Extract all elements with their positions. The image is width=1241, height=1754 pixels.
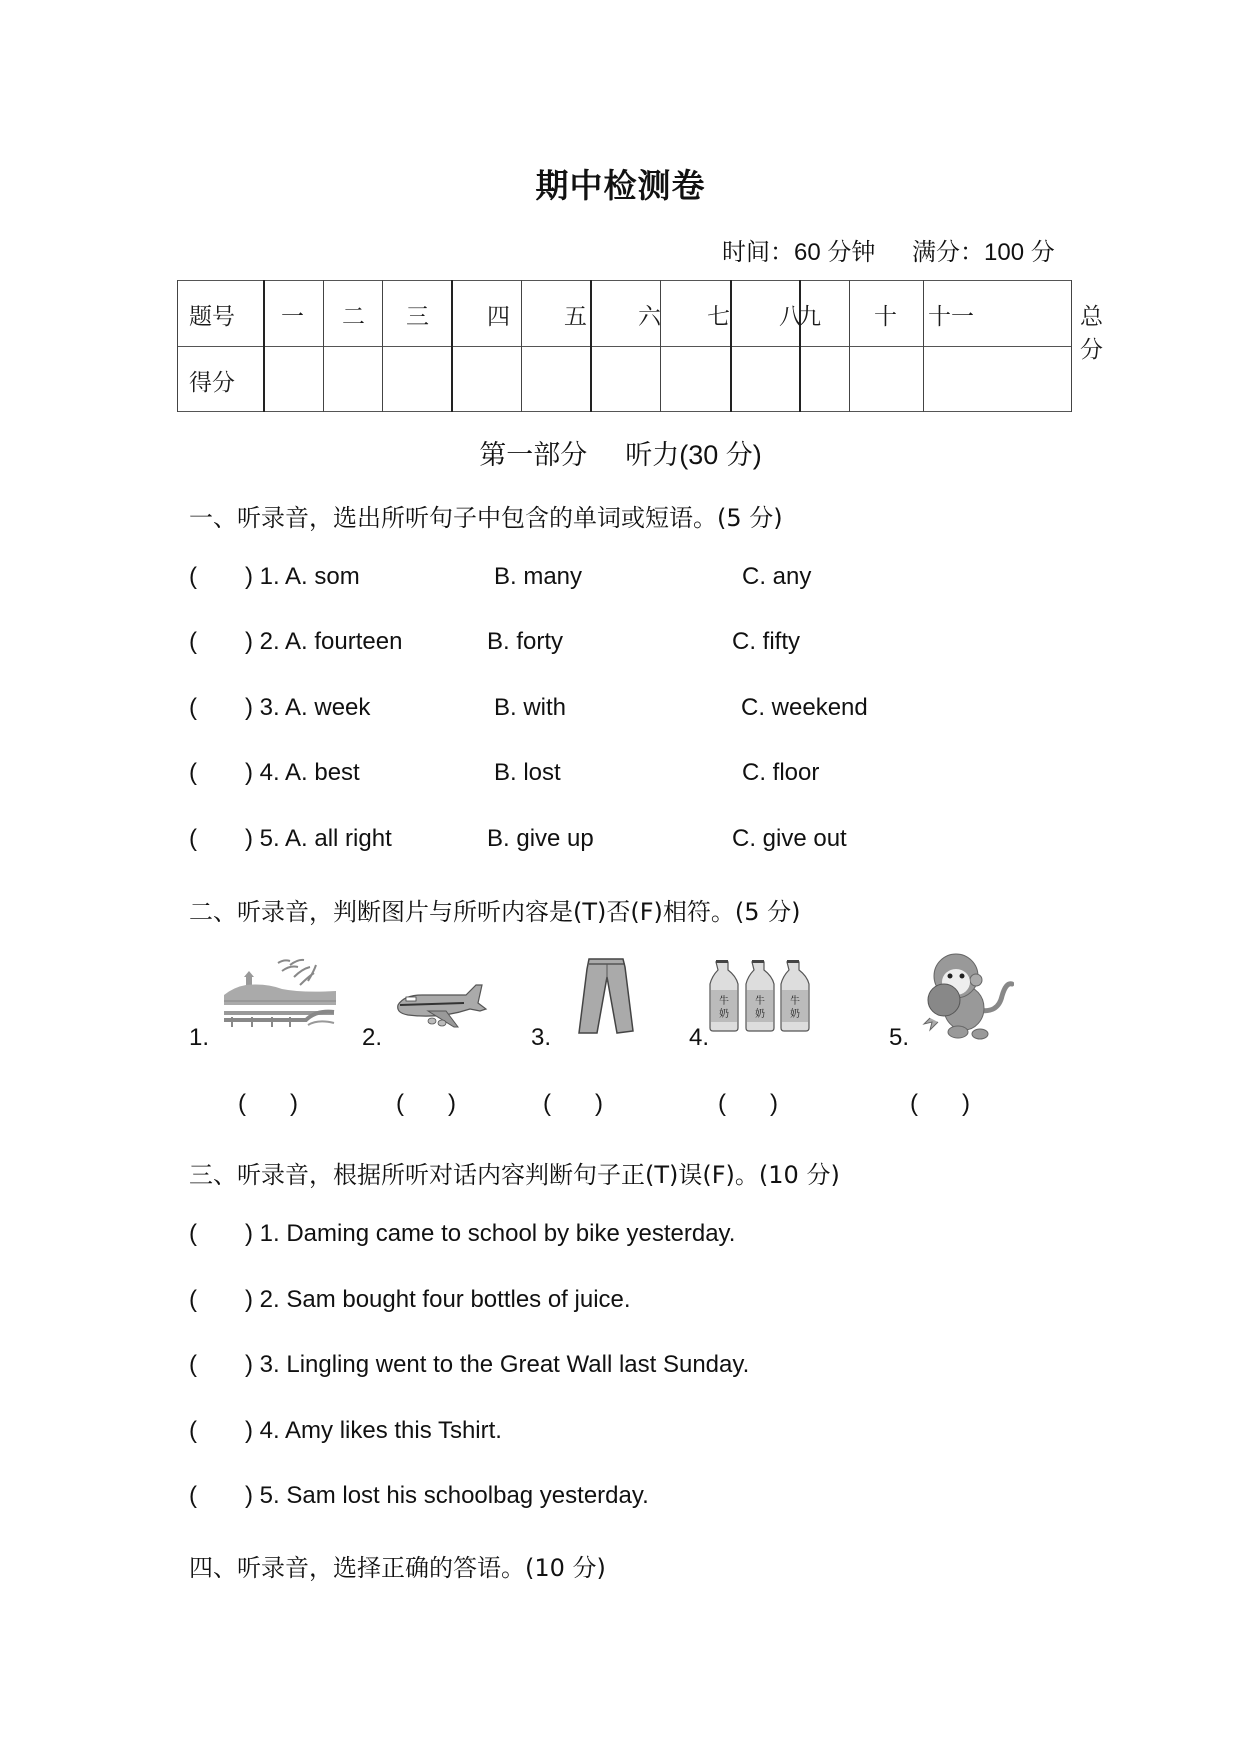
option-a: ) 3. A. week [245, 694, 371, 721]
row-header-score: 得分 [189, 370, 235, 396]
statement: ) 4. Amy likes this Tshirt. [245, 1417, 502, 1444]
paren-open: ( [238, 1090, 246, 1117]
option-c: C. floor [742, 759, 820, 786]
time-limit: 时间：60 分钟 [722, 239, 876, 266]
paren-close: ) [962, 1090, 970, 1117]
paren-close: ) [448, 1090, 456, 1117]
section-4-heading: 四、听录音，选择正确的答语。(10 分) [189, 1554, 606, 1582]
option-b: B. with [494, 694, 567, 721]
statement: ) 1. Daming came to school by bike yesterday. [245, 1220, 736, 1247]
table-border-top [177, 280, 1072, 281]
part-title-name: 第一部分 [479, 440, 588, 470]
option-b: B. many [494, 563, 583, 590]
table-col-divider [923, 280, 924, 412]
answer-blank[interactable]: ( [189, 825, 197, 852]
answer-blank[interactable]: ( [189, 563, 197, 590]
section-3-heading: 三、听录音，根据所听对话内容判断句子正(T)误(F)。(10 分) [189, 1161, 840, 1189]
col-header: 十一 [928, 304, 974, 330]
picture-number: 1. [189, 1024, 210, 1051]
answer-blank[interactable]: ( [189, 759, 197, 786]
paren-close: ) [290, 1090, 298, 1117]
table-col-divider [263, 280, 265, 412]
col-header: 三 [406, 304, 429, 330]
answer-blank[interactable]: ( [189, 694, 197, 721]
answer-blank[interactable]: ( [189, 1417, 197, 1444]
option-c: C. give out [732, 825, 847, 852]
svg-text:牛: 牛 [755, 996, 765, 1007]
svg-text:奶: 奶 [719, 1009, 729, 1020]
table-border-left [177, 280, 178, 412]
table-col-divider [849, 280, 850, 412]
statement: ) 3. Lingling went to the Great Wall last Sunday. [245, 1351, 750, 1378]
table-col-divider [382, 280, 383, 412]
paren-open: ( [396, 1090, 404, 1117]
col-header: 九 [798, 304, 821, 330]
tf-answer-blank-3[interactable] [543, 1090, 603, 1118]
col-header: 六 [638, 304, 661, 330]
table-col-divider [730, 280, 732, 412]
picture-number: 2. [362, 1024, 383, 1051]
section-2-heading: 二、听录音，判断图片与所听内容是(T)否(F)相符。(5 分) [189, 898, 801, 926]
part-title [0, 433, 1241, 472]
monkey-icon [918, 950, 1014, 1042]
airplane-icon [394, 983, 494, 1033]
option-a: ) 2. A. fourteen [245, 628, 403, 655]
section-1-heading: 一、听录音，选出所听句子中包含的单词或短语。(5 分) [189, 504, 783, 532]
col-header: 五 [564, 304, 587, 330]
svg-text:奶: 奶 [755, 1009, 765, 1020]
table-border-bottom [177, 411, 1072, 412]
exam-title: 期中检测卷 [535, 166, 706, 205]
option-c: C. any [742, 563, 812, 590]
table-border-right [1071, 280, 1072, 412]
option-c: C. weekend [741, 694, 868, 721]
tf-answer-blank-1[interactable] [238, 1090, 298, 1118]
tf-answer-blank-2[interactable] [396, 1090, 456, 1118]
part-title-listening: 听力(30 分) [625, 440, 762, 470]
option-b: B. give up [487, 825, 594, 852]
paren-open: ( [910, 1090, 918, 1117]
picture-number: 3. [531, 1024, 552, 1051]
row-header-question-no: 题号 [189, 304, 235, 330]
col-header: 一 [281, 304, 304, 330]
col-header: 四 [487, 304, 510, 330]
col-header: 八 [779, 304, 802, 330]
option-a: ) 1. A. som [245, 563, 360, 590]
table-col-divider [451, 280, 453, 412]
picture-number: 5. [889, 1024, 910, 1051]
total-score-label: 总分 [1080, 304, 1103, 363]
paren-close: ) [770, 1090, 778, 1117]
tf-answer-blank-5[interactable] [910, 1090, 970, 1118]
col-header: 七 [707, 304, 730, 330]
tf-answer-blank-4[interactable] [718, 1090, 778, 1118]
option-a: ) 4. A. best [245, 759, 360, 786]
table-row-divider [177, 346, 1072, 347]
score-table [177, 280, 1103, 412]
trousers-icon [575, 955, 639, 1041]
col-header: 十 [874, 304, 897, 330]
option-a: ) 5. A. all right [245, 825, 392, 852]
answer-blank[interactable]: ( [189, 1482, 197, 1509]
statement: ) 5. Sam lost his schoolbag yesterday. [245, 1482, 649, 1509]
svg-text:奶: 奶 [790, 1009, 800, 1020]
picture-number: 4. [689, 1024, 710, 1051]
table-col-divider [521, 280, 522, 412]
milk-bottles-icon [708, 960, 814, 1032]
table-col-divider [323, 280, 324, 412]
answer-blank[interactable]: ( [189, 1351, 197, 1378]
col-header: 二 [342, 304, 365, 330]
option-b: B. lost [494, 759, 561, 786]
statement: ) 2. Sam bought four bottles of juice. [245, 1286, 631, 1313]
paren-open: ( [543, 1090, 551, 1117]
answer-blank[interactable]: ( [189, 1286, 197, 1313]
answer-blank[interactable]: ( [189, 1220, 197, 1247]
svg-text:牛: 牛 [790, 996, 800, 1007]
paren-close: ) [595, 1090, 603, 1117]
table-col-divider [590, 280, 592, 412]
paren-open: ( [718, 1090, 726, 1117]
answer-blank[interactable]: ( [189, 628, 197, 655]
exam-meta [722, 232, 1055, 267]
lake-landscape-icon [224, 955, 336, 1033]
full-score: 满分：100 分 [912, 239, 1055, 266]
option-b: B. forty [487, 628, 564, 655]
option-c: C. fifty [732, 628, 801, 655]
svg-text:牛: 牛 [719, 996, 729, 1007]
